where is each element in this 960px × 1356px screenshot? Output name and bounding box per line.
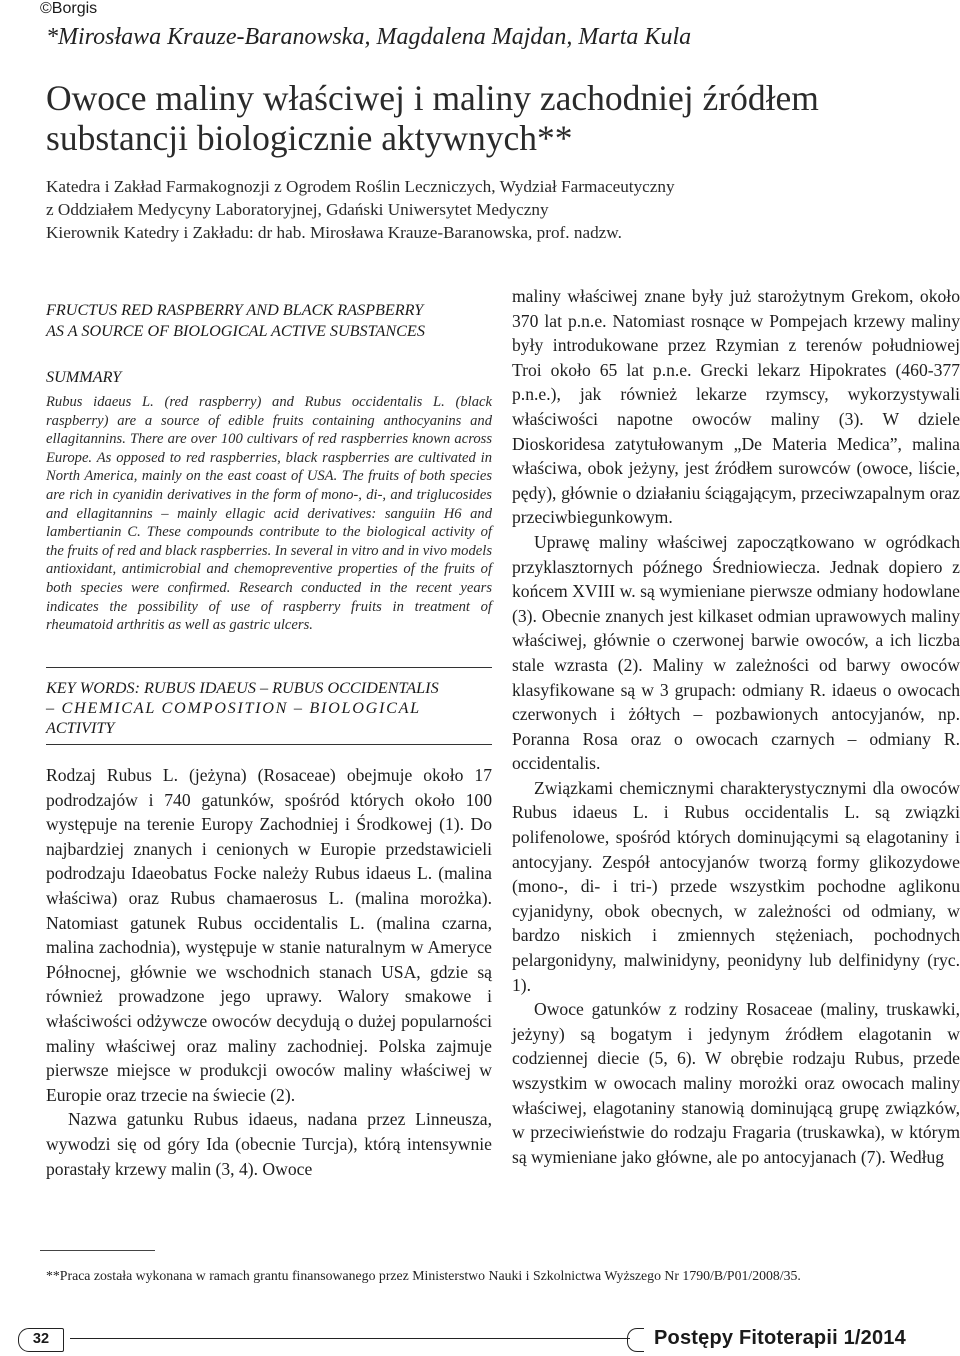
affiliation-line: Katedra i Zakład Farmakognozji z Ogrodem Roślin Leczniczych, Wydział Farmaceutyczny [46,177,675,196]
body-paragraph: Nazwa gatunku Rubus idaeus, nadana przez Linneusza, wywodzi się od góry Ida (obecnie Turcja), którą intensywnie porastały krzewy malin (3, 4). Owoce [46,1109,492,1179]
article-title: Owoce maliny właściwej i maliny zachodniej źródłem substancji biologicznie aktywnych** [46,78,819,158]
authors: *Mirosława Krauze-Baranowska, Magdalena Majdan, Marta Kula [46,24,692,50]
footer-rule [70,1338,630,1339]
keywords-line: – CHEMICAL COMPOSITION – BIOLOGICAL [46,699,421,717]
english-title-line: AS A SOURCE OF BIOLOGICAL ACTIVE SUBSTANCES [46,322,425,340]
affiliation [46,175,926,244]
body-paragraph: Związkami chemicznymi charakterystycznymi dla owoców Rubus idaeus L. i Rubus occidentalis L. są związki polifenolowe, spośród których dominującymi są elagotaniny i antocyjany. Zespół antocyjanów tworzą formy glikozydowe (mono-, di- i tri-) przede wszystkim pochodne aglikonu cyjanidyny, obok obecnych, w zależności od odmiany, w bardzo niskich i zmiennych stężeniach, pochodnych pelargonidyny, malwinidyny, peonidyny lub delfinidyny (ryc. 1). [512,777,960,995]
summary-heading: SUMMARY [46,368,122,386]
keywords [46,678,492,738]
publisher-copyright: ©Borgis [40,0,98,17]
footer-bracket [627,1328,644,1352]
footnote: **Praca została wykonana w ramach grantu finansowanego przez Ministerstwo Nauki i Szkolnictwa Wyższego Nr 1790/B/P01/2008/35. [46,1268,801,1283]
body-paragraph: Rodzaj Rubus L. (jeżyna) (Rosaceae) obejmuje około 17 podrodzajów i 740 gatunków, spośród których około 100 występuje na terenie Europy Zachodniej i Środkowej (1). Do najbardziej znanych i cenionych w Europie przedstawicieli podrodzaju Idaeobatus Focke należy Rubus idaeus L. (malina właściwa) oraz Rubus chamaerosus L. (malina morożka). Natomiast gatunek Rubus occidentalis L. (malina czarna, malina zachodnia), występuje w stanie naturalnym w Ameryce Północnej, głównie we wschodnich stanach USA, gdzie są również prowadzone jego uprawy. Walory smakowe i właściwości odżywcze owoców decydują o dużej popularności maliny właściwej oraz maliny zachodniej. Polska zajmuje pierwsze miejsce w produkcji owoców maliny właściwej w Europie oraz trzecie na świecie (2). [46,765,492,1105]
affiliation-line: Kierownik Katedry i Zakładu: dr hab. Mirosława Krauze-Baranowska, prof. nadzw. [46,223,622,242]
body-right-column [512,284,960,1169]
page-number: 32 [32,1331,50,1347]
english-title [46,300,496,342]
affiliation-line: z Oddziałem Medycyny Laboratoryjnej, Gdański Uniwersytet Medyczny [46,200,549,219]
body-paragraph: Owoce gatunków z rodziny Rosaceae (maliny, truskawki, jeżyny) są bogatym i jedynym źródłem elagotanin w codziennej diecie (5, 6). W obrębie rodzaju Rubus, przede wszystkim w owocach maliny morożki oraz owocach maliny właściwej, elagotaniny stanowią dominującą grupę związków, w przeciwieństwie do rodzaju Fragaria (truskawka), w którym są wymieniane jako główne, ale po antocyjanach (7). Według [512,999,960,1167]
keywords-top-rule [46,667,492,668]
keywords-bottom-rule [46,744,492,745]
english-title-line: FRUCTUS RED RASPBERRY AND BLACK RASPBERRY [46,301,424,319]
body-paragraph: Uprawę maliny właściwej zapoczątkowano w ogródkach przyklasztornych późnego Średniowiecza. Jednak dopiero z końcem XVIII w. są wymieniane pierwsze odmiany hodowlane (3). Obecnie znanych jest kilkaset odmian uprawowych maliny właściwej, głównie o czerwonej barwie owoców, a ich liczba stale wzrasta (2). Maliny w zależności od barwy owoców klasyfikowane są w 3 grupach: odmiany R. idaeus o owocach czerwonych i żółtych – pozbawionych antocyjanów, np. Poranna Rosa oraz o owocach czarnych – odmiany R. occidentalis. [512,531,960,774]
body-left-column [46,763,492,1181]
journal-name: Postępy Fitoterapii 1/2014 [654,1327,906,1349]
keywords-line: ACTIVITY [46,719,115,737]
keywords-line: KEY WORDS: RUBUS IDAEUS – RUBUS OCCIDENTALIS [46,679,439,697]
footnote-rule [40,1250,155,1251]
summary-text: Rubus idaeus L. (red raspberry) and Rubus occidentalis L. (black raspberry) are a source of edible fruits containing anthocyanins and ellagitannins. There are over 100 cultivars of red raspberries known across Europe. As opposed to red raspberries, black raspberries are cultivated in North America, mainly on the east coast of USA. The fruits of both species are rich in cyanidin derivatives in the form of mono-, di-, and triglucosides and ellagitannins – mainly ellagic acid derivatives: sanguiin H6 and lambertianin C. These compounds contribute to the biological activity of the fruits of red and black raspberries. In several in vitro and in vivo models antioxidant, antimicrobial and chemopreventive properties of the fruits of both species were confirmed. Research conducted in the recent years indicates the possibility of use of raspberry fruits in treatment of rheumatoid arthritis as well as gastric ulcers. [46,394,492,634]
body-paragraph: maliny właściwej znane były już starożytnym Grekom, około 370 lat p.n.e. Natomiast rosnące w Pompejach krzewy maliny były introdukowane przez Rzymian z terenów południowej Troi około 65 lat p.n.e. Grecki lekarz Hipokrates (460-377 p.n.e.), jak również lekarze rzymscy, wykorzystywali właściwości napotne owoców maliny (3). W dziele Dioskoridesa zatytułowanym „De Materia Medica”, malina właściwa, obok jeżyny, jest źródłem surowców (owoce, liście, pędy), głównie o działaniu ściągającym, przeciwzapalnym oraz przeciwbiegunkowym. [512,286,960,528]
